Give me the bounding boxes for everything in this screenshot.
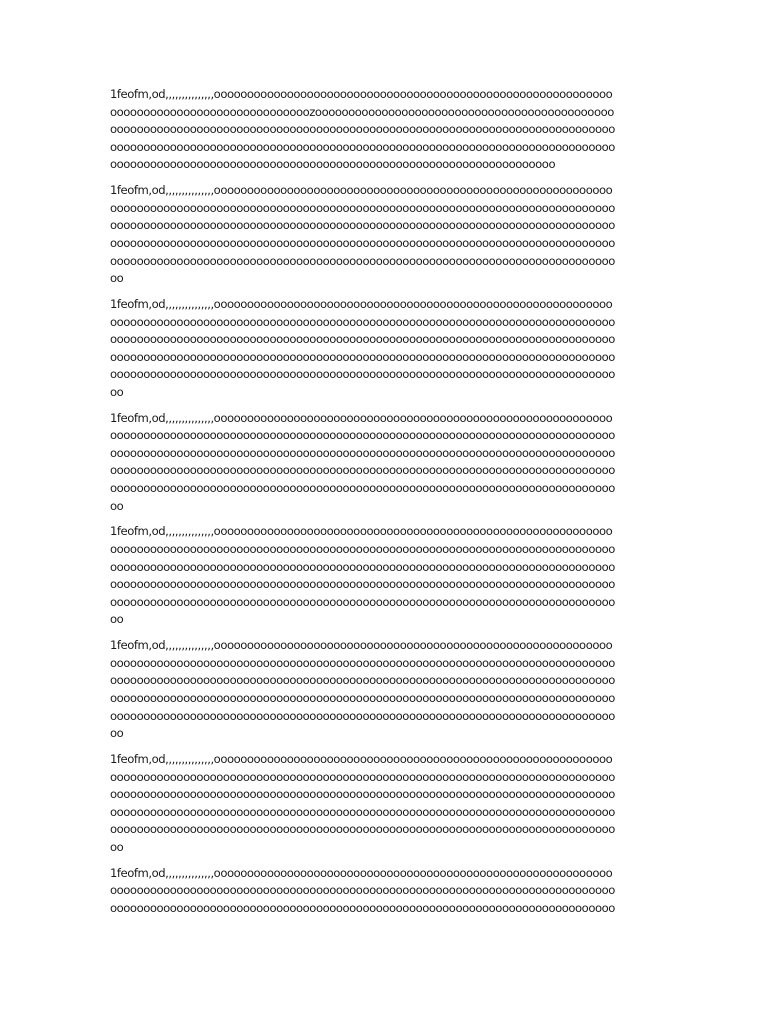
paragraph-1 <box>110 86 666 174</box>
text-line: 1feofm,od,,,,,,,,,,,,,,,oooooooooooooooooooooooooooooooooooooooooooooooooooooooooooo <box>110 87 613 101</box>
paragraph-2 <box>110 182 666 288</box>
text-line: oooooooooooooooooooooooooooooooooooooooooooooooooooooooooooooooooooooooooooo <box>110 804 615 819</box>
text-line: oo <box>110 498 124 513</box>
paragraph-6 <box>110 637 666 743</box>
text-line: oooooooooooooooooooooooooooooooooooooooooooooooooooooooooooooooooooooooooooo <box>110 332 615 347</box>
text-line: oo <box>110 726 124 741</box>
text-line: 1feofm,od,,,,,,,,,,,,,,,oooooooooooooooooooooooooooooooooooooooooooooooooooooooooooo <box>110 296 613 311</box>
text-line: oooooooooooooooooooooooooooooooooooooooooooooooooooooooooooooooooooooooooooo <box>110 218 615 233</box>
text-line: oooooooooooooooooooooooooooooooooooooooooooooooooooooooooooooooooooooooooooo <box>110 883 615 898</box>
text-line: oooooooooooooooooooooooooooooooooooooooooooooooooooooooooooooooooooooooooooo <box>110 900 615 915</box>
text-line: 1feofm,od,,,,,,,,,,,,,,,oooooooooooooooooooooooooooooooooooooooooooooooooooooooooooo <box>110 751 613 766</box>
text-line: oooooooooooooooooooooooooooooooooooooooooooooooooooooooooooooooooooooooooooo <box>110 769 615 784</box>
text-line: oooooooooooooooooooooooooooooooooooooooooooooooooooooooooooooooooooooooooooo <box>110 367 615 382</box>
text-line: oooooooooooooooooooooooooooooooooooooooooooooooooooooooooooooooooooooooooooo <box>110 787 615 802</box>
text-line: oo <box>110 839 124 854</box>
text-line: oooooooooooooooooooooooooooooooooooooooooooooooooooooooooooooooooooooooooooo <box>110 822 615 837</box>
paragraph-8 <box>110 865 666 918</box>
document-body <box>110 86 666 926</box>
text-line: oooooooooooooooooooooooooooooozooooooooooooooooooooooooooooooooooooooooooooo <box>110 104 614 119</box>
text-line: oooooooooooooooooooooooooooooooooooooooooooooooooooooooooooooooooooooooooooo <box>110 594 615 609</box>
text-line: oooooooooooooooooooooooooooooooooooooooooooooooooooooooooooooooooooooooooooo <box>110 349 615 364</box>
text-line: oooooooooooooooooooooooooooooooooooooooooooooooooooooooooooooooooooooooooooo <box>110 559 615 574</box>
text-line: oo <box>110 271 124 286</box>
paragraph-3 <box>110 296 666 402</box>
text-line: oooooooooooooooooooooooooooooooooooooooooooooooooooooooooooooooooooooooooooo <box>110 673 615 688</box>
paragraph-5 <box>110 523 666 629</box>
text-line: oooooooooooooooooooooooooooooooooooooooooooooooooooooooooooooooooooooooooooo <box>110 200 615 215</box>
text-line: 1feofm,od,,,,,,,,,,,,,,,oooooooooooooooooooooooooooooooooooooooooooooooooooooooooooo <box>110 524 613 539</box>
text-line: oooooooooooooooooooooooooooooooooooooooooooooooooooooooooooooooooooooooooooo <box>110 463 615 478</box>
text-line: 1feofm,od,,,,,,,,,,,,,,,oooooooooooooooooooooooooooooooooooooooooooooooooooooooooooo <box>110 865 613 880</box>
text-line: oooooooooooooooooooooooooooooooooooooooooooooooooooooooooooooooooooooooooooo <box>110 428 615 443</box>
paragraph-7 <box>110 751 666 857</box>
text-line: oooooooooooooooooooooooooooooooooooooooooooooooooooooooooooooooooooooooooooo <box>110 122 615 137</box>
text-line: oooooooooooooooooooooooooooooooooooooooooooooooooooooooooooooooooooooooooooo <box>110 481 615 496</box>
text-line: oooooooooooooooooooooooooooooooooooooooooooooooooooooooooooooooooooooooooooo <box>110 655 615 670</box>
text-line: oo <box>110 384 124 399</box>
text-line: ooooooooooooooooooooooooooooooooooooooooooooooooooooooooooooooooooo <box>110 157 556 172</box>
text-line: oooooooooooooooooooooooooooooooooooooooooooooooooooooooooooooooooooooooooooo <box>110 314 615 329</box>
text-line: 1feofm,od,,,,,,,,,,,,,,,oooooooooooooooooooooooooooooooooooooooooooooooooooooooooooo <box>110 183 613 198</box>
text-line: oooooooooooooooooooooooooooooooooooooooooooooooooooooooooooooooooooooooooooo <box>110 577 615 592</box>
text-line: oooooooooooooooooooooooooooooooooooooooooooooooooooooooooooooooooooooooooooo <box>110 139 615 154</box>
text-line: oooooooooooooooooooooooooooooooooooooooooooooooooooooooooooooooooooooooooooo <box>110 542 615 556</box>
text-line: oooooooooooooooooooooooooooooooooooooooooooooooooooooooooooooooooooooooooooo <box>110 690 615 705</box>
text-line: oooooooooooooooooooooooooooooooooooooooooooooooooooooooooooooooooooooooooooo <box>110 445 615 460</box>
text-line: oooooooooooooooooooooooooooooooooooooooooooooooooooooooooooooooooooooooooooo <box>110 235 615 250</box>
paragraph-4 <box>110 410 666 516</box>
text-line: 1feofm,od,,,,,,,,,,,,,,,oooooooooooooooooooooooooooooooooooooooooooooooooooooooooooo <box>110 410 613 425</box>
text-line: 1feofm,od,,,,,,,,,,,,,,,oooooooooooooooooooooooooooooooooooooooooooooooooooooooooooo <box>110 638 613 653</box>
text-line: oooooooooooooooooooooooooooooooooooooooooooooooooooooooooooooooooooooooooooo <box>110 708 615 723</box>
text-line: oo <box>110 612 124 627</box>
text-line: oooooooooooooooooooooooooooooooooooooooooooooooooooooooooooooooooooooooooooo <box>110 253 615 268</box>
